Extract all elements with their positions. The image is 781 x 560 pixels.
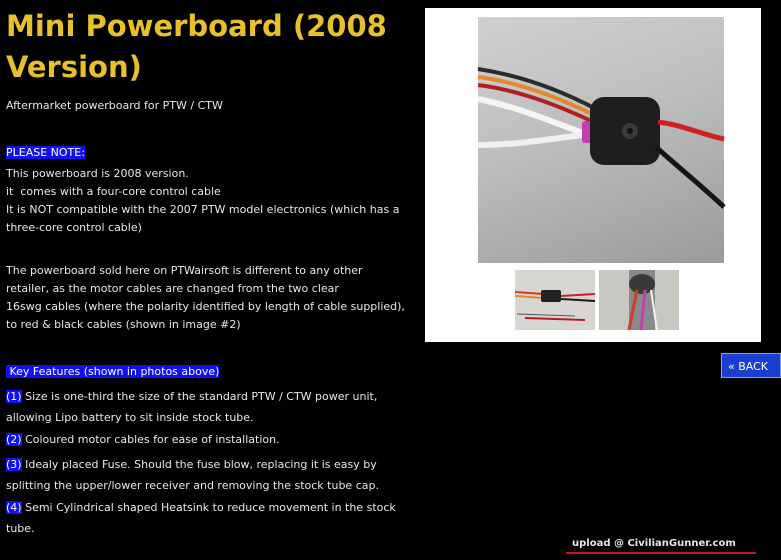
feature-text: Idealy placed Fuse. Should the fuse blow, replacing it is easy by xyxy=(21,458,377,471)
note-label xyxy=(6,144,85,162)
feature-text-continued: allowing Lipo battery to sit inside stock tube. xyxy=(6,411,254,424)
note-line-2: it comes with a four-core control cable xyxy=(6,185,221,198)
main-product-photo[interactable] xyxy=(478,17,724,263)
thumbnail-1[interactable] xyxy=(515,270,595,330)
product-title: Mini Powerboard (2008 Version) xyxy=(6,9,387,84)
product-subtitle: Aftermarket powerboard for PTW / CTW xyxy=(6,99,223,112)
feature-item-3 xyxy=(6,454,379,496)
description-line-2: retailer, as the motor cables are changed from the two clear xyxy=(6,282,339,295)
feature-item-2 xyxy=(6,429,280,450)
note-line-1: This powerboard is 2008 version. xyxy=(6,167,189,180)
description-line-4: to red & black cables (shown in image #2) xyxy=(6,318,241,331)
description-line-3: 16swg cables (where the polarity identified by length of cable supplied), xyxy=(6,300,405,313)
note-line-4: three-core control cable) xyxy=(6,221,142,234)
feature-item-1 xyxy=(6,386,377,428)
stock-tube-thumbnail-icon xyxy=(599,270,679,330)
note-line-3: It is NOT compatible with the 2007 PTW model electronics (which has a xyxy=(6,203,400,216)
feature-number: (2) xyxy=(6,433,22,446)
feature-number: (3) xyxy=(6,458,22,471)
note-paragraph xyxy=(6,165,399,237)
feature-text-continued: splitting the upper/lower receiver and removing the stock tube cap. xyxy=(6,479,379,492)
feature-item-4 xyxy=(6,497,396,539)
feature-text: Coloured motor cables for ease of installation. xyxy=(21,433,280,446)
watermark-underline xyxy=(566,552,756,554)
product-gallery xyxy=(425,8,761,342)
description-line-1: The powerboard sold here on PTWairsoft is different to any other xyxy=(6,264,363,277)
feature-text-continued: tube. xyxy=(6,522,35,535)
key-features-highlight: Key Features (shown in photos above) xyxy=(6,365,220,378)
description-paragraph xyxy=(6,262,405,334)
powerboard-thumbnail-icon xyxy=(515,270,595,330)
feature-number: (4) xyxy=(6,501,22,514)
feature-text: Size is one-third the size of the standard PTW / CTW power unit, xyxy=(21,390,378,403)
feature-number: (1) xyxy=(6,390,22,403)
back-button[interactable]: « BACK xyxy=(721,353,781,378)
key-features-label xyxy=(6,363,219,381)
feature-text: Semi Cylindrical shaped Heatsink to reduce movement in the stock xyxy=(21,501,396,514)
note-label-highlight: PLEASE NOTE: xyxy=(6,146,85,159)
upload-watermark: upload @ CivilianGunner.com xyxy=(572,538,736,549)
powerboard-photo-icon xyxy=(478,17,724,263)
thumbnail-2[interactable] xyxy=(599,270,679,330)
